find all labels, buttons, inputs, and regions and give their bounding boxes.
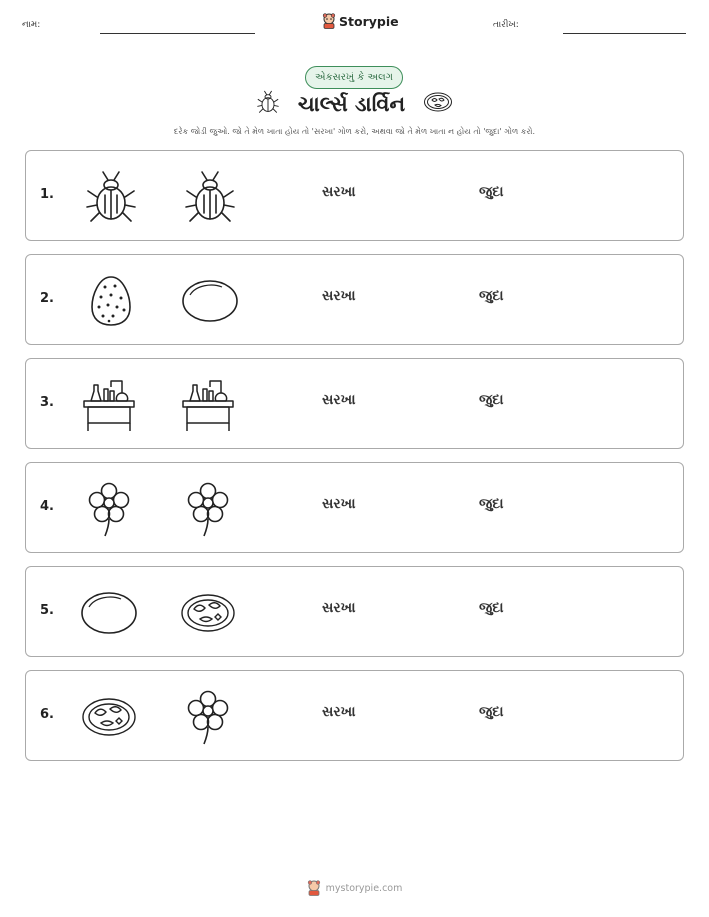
same-option[interactable]: સરખા: [322, 496, 356, 512]
beetle-icon: [256, 90, 280, 118]
same-option[interactable]: સરખા: [322, 288, 356, 304]
date-line[interactable]: [563, 33, 686, 34]
different-option[interactable]: જુદા: [479, 392, 504, 408]
same-option[interactable]: સરખા: [322, 392, 356, 408]
question-number: 6.: [40, 707, 54, 722]
beetle-icon: [182, 169, 238, 225]
title-row: [0, 90, 709, 118]
question-number: 1.: [40, 187, 54, 202]
question-number: 2.: [40, 291, 54, 306]
page-title: ચાર્લ્સ ડાર્વિન: [297, 91, 406, 116]
oval-stone-icon: [81, 585, 137, 641]
storypie-mascot-icon: [307, 880, 321, 896]
different-option[interactable]: જુદા: [479, 600, 504, 616]
lab-table-icon: [81, 377, 137, 433]
different-option[interactable]: જુદા: [479, 184, 504, 200]
fossil-rock-icon: [81, 689, 137, 745]
storypie-logo: [322, 13, 399, 29]
question-card: [25, 670, 684, 761]
footer: [0, 880, 709, 896]
question-card: [25, 150, 684, 241]
same-option[interactable]: સરખા: [322, 184, 356, 200]
name-label: નામ:: [22, 20, 41, 30]
topic-badge: એકસરખું કે અલગ: [305, 66, 403, 89]
question-card: [25, 358, 684, 449]
lab-table-icon: [180, 377, 236, 433]
flower-icon: [180, 481, 236, 537]
beetle-icon: [83, 169, 139, 225]
oval-stone-icon: [182, 273, 238, 329]
question-card: [25, 254, 684, 345]
footer-site-link[interactable]: mystorypie.com: [325, 882, 403, 894]
name-line[interactable]: [100, 33, 255, 34]
different-option[interactable]: જુદા: [479, 496, 504, 512]
different-option[interactable]: જુદા: [479, 704, 504, 720]
flower-icon: [180, 689, 236, 745]
question-number: 3.: [40, 395, 54, 410]
question-card: [25, 566, 684, 657]
spotted-egg-icon: [83, 273, 139, 329]
fossil-rock-icon: [423, 90, 453, 118]
question-number: 4.: [40, 499, 54, 514]
flower-icon: [81, 481, 137, 537]
storypie-mascot-icon: [322, 13, 336, 29]
question-card: [25, 462, 684, 553]
instructions: દરેક જોડી જુઓ. જો તે મેળ ખાતા હોય તો 'સરખા' ગોળ કરો, અથવા જો તે મેળ ખાતા ન હોય તો 'જુદા' ગોળ કરો.: [173, 127, 536, 136]
fossil-rock-icon: [180, 585, 236, 641]
date-label: તારીખ:: [493, 20, 519, 30]
brand-name: Storypie: [339, 13, 399, 29]
different-option[interactable]: જુદા: [479, 288, 504, 304]
same-option[interactable]: સરખા: [322, 704, 356, 720]
question-number: 5.: [40, 603, 54, 618]
same-option[interactable]: સરખા: [322, 600, 356, 616]
